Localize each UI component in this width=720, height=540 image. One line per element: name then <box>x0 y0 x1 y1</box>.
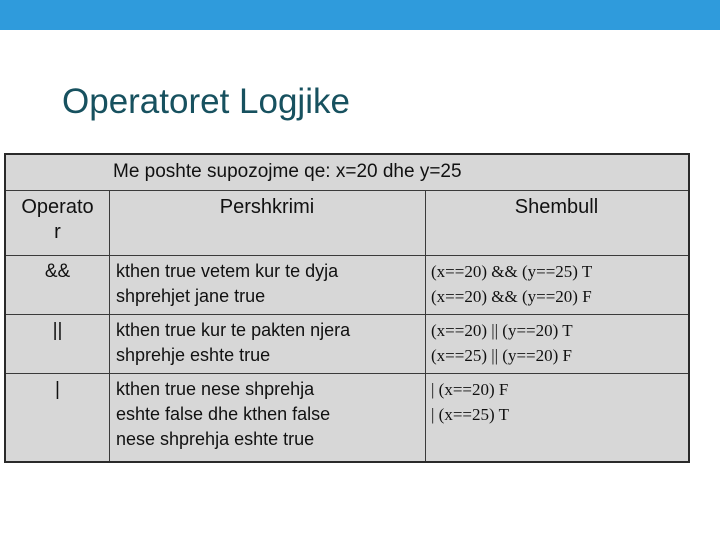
operator-cell: && <box>44 261 71 282</box>
description-cell <box>116 318 421 368</box>
description-line: eshte false dhe kthen false <box>116 404 331 424</box>
description-line: shprehje eshte true <box>116 345 271 365</box>
assumption-text: Me poshte supozojme qe: x=20 dhe y=25 <box>113 161 462 182</box>
example-cell <box>431 259 686 309</box>
header-example: Shembull <box>514 196 599 218</box>
table-row <box>6 315 688 374</box>
example-line: (x==20) && (y==25) T <box>431 262 593 281</box>
table-row <box>6 256 688 315</box>
header-operator <box>6 195 109 255</box>
description-cell <box>116 259 421 309</box>
example-cell <box>431 318 686 368</box>
description-line: nese shprehja eshte true <box>116 429 315 449</box>
example-line: | (x==20) F <box>431 380 509 399</box>
header-description: Pershkrimi <box>219 196 315 218</box>
header-operator-line-1: Operato <box>21 196 94 218</box>
operator-cell: | <box>55 379 60 400</box>
example-line: (x==20) || (y==20) T <box>431 321 573 340</box>
description-cell <box>116 377 421 452</box>
assumption-row <box>6 155 688 191</box>
example-line: (x==25) || (y==20) F <box>431 346 573 365</box>
description-line: kthen true kur te pakten njera <box>116 320 351 340</box>
description-line: shprehjet jane true <box>116 286 266 306</box>
slide-title: Operatoret Logjike <box>62 82 350 121</box>
description-line: kthen true nese shprehja <box>116 379 315 399</box>
top-accent-bar <box>0 0 720 30</box>
table-header-row <box>6 191 688 256</box>
logical-operators-table <box>4 153 690 463</box>
description-line: kthen true vetem kur te dyja <box>116 261 339 281</box>
table-row <box>6 374 688 461</box>
header-operator-line-2: r <box>54 221 61 243</box>
operator-cell: || <box>52 320 63 341</box>
example-line: (x==20) && (y==20) F <box>431 287 592 306</box>
example-line: | (x==25) T <box>431 405 509 424</box>
example-cell <box>431 377 686 427</box>
